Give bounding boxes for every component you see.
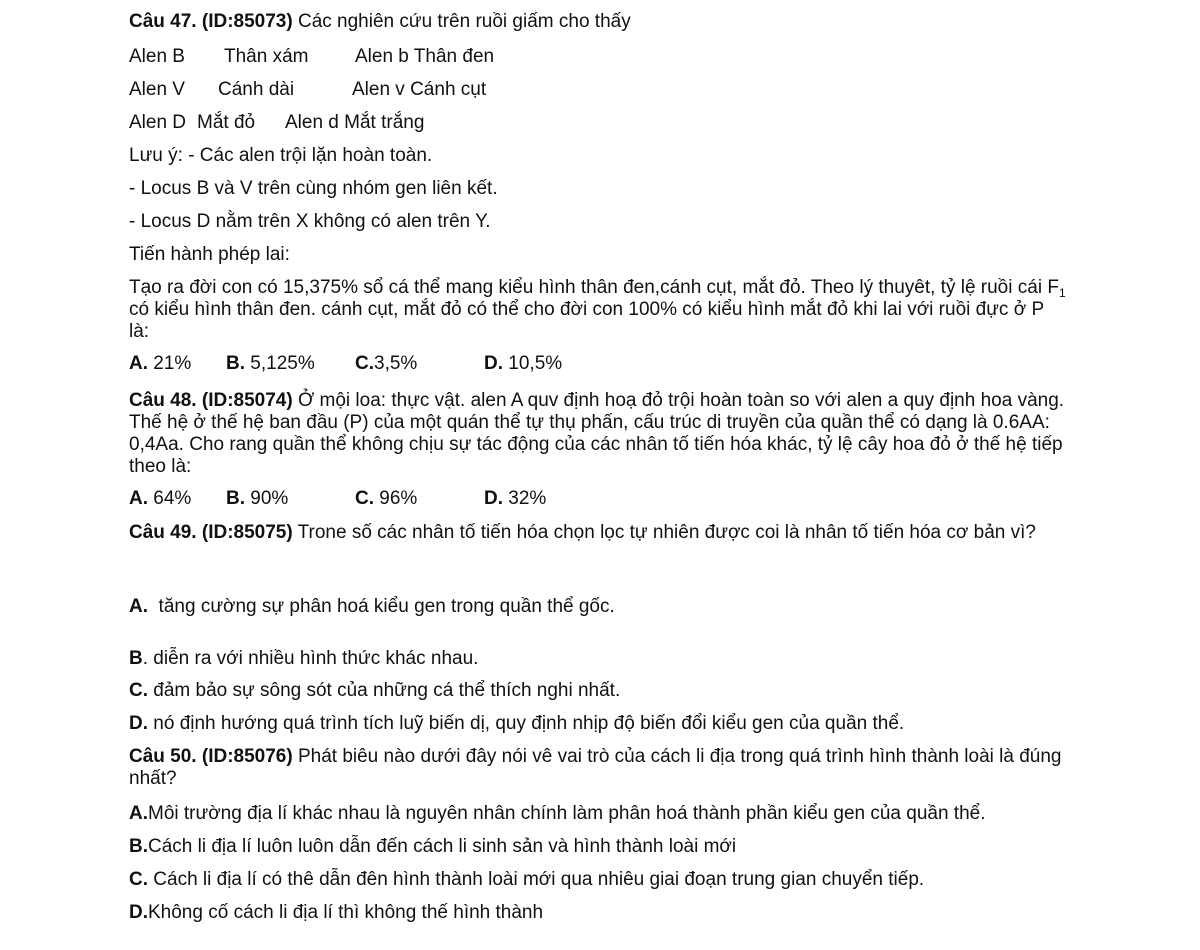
- option-key: D.: [129, 902, 148, 923]
- option-d: [484, 353, 562, 375]
- body-text: Tạo ra đời con có 15,375% sổ cá thể mang kiểu hình thân đen,cánh cụt, mắt đỏ. Theo lý thuyêt, tỷ lệ ruồi cái F: [129, 277, 1059, 298]
- option-c: [129, 680, 620, 702]
- question-50: [129, 746, 1069, 790]
- option-b: [226, 488, 288, 510]
- question-47-body: [129, 277, 1069, 343]
- option-a: [129, 488, 191, 510]
- option-key: C.: [355, 353, 374, 374]
- cross-label: Tiến hành phép lai:: [129, 244, 290, 265]
- option-key: D.: [484, 353, 503, 374]
- option-key: D.: [129, 713, 148, 734]
- question-49: [129, 522, 1069, 544]
- question-text: Các nghiên cứu trên ruồi giấm cho thấy: [292, 11, 631, 32]
- option-key: A.: [129, 353, 148, 374]
- option-b: [226, 353, 315, 375]
- allele-trait: Alen b Thân đen: [355, 46, 495, 67]
- option-key: A.: [129, 488, 148, 509]
- option-text: Cách li địa lí luôn luôn dẫn đến cách li sinh sản và hình thành loài mới: [148, 836, 737, 857]
- question-text: Trone số các nhân tố tiến hóa chọn lọc tự nhiên được coi là nhân tố tiến hóa cơ bản vì?: [292, 522, 1036, 543]
- option-b: [129, 648, 478, 670]
- option-key: C.: [129, 680, 148, 701]
- allele-trait: Thân xám: [224, 46, 309, 67]
- option-text: 10,5%: [503, 353, 563, 374]
- option-text: 90%: [245, 488, 289, 509]
- option-text: 5,125%: [245, 353, 315, 374]
- option-key: A.: [129, 803, 148, 824]
- question-label: Câu 47. (ID:85073): [129, 11, 293, 32]
- option-text: Cách li địa lí có thê dẫn đên hình thành loài mới qua nhiêu giai đoạn trung gian chuyển tiếp.: [148, 869, 925, 890]
- question-text: Ở mội loa: thực vật. alen A quv định hoạ đỏ trội hoàn toàn so với alen a quy định hoa vàng. Thế hệ ở thế hệ ban đầu (P) của một quán thể tự thụ phấn, cấu trúc di truyền của quần thể có dạng là 0.6AA: 0,4Aa. Cho rang quần thể không chịu sự tác động của các nhân tố tiến hóa khác, tỷ lệ cây hoa đỏ ở thế hệ tiếp theo là:: [129, 390, 1065, 477]
- option-text: Môi trường địa lí khác nhau là nguyên nhân chính làm phân hoá thành phần kiểu gen của quần thể.: [148, 803, 986, 824]
- option-text: 32%: [503, 488, 547, 509]
- question-label: Câu 49. (ID:85075): [129, 522, 293, 543]
- option-text: . diễn ra với nhiều hình thức khác nhau.: [142, 648, 479, 669]
- question-47-title: [129, 11, 631, 33]
- option-text: 64%: [148, 488, 192, 509]
- option-a: [129, 596, 615, 618]
- option-key: B: [129, 648, 143, 669]
- subscript: 1: [1058, 286, 1066, 300]
- option-d: [484, 488, 546, 510]
- option-d: [129, 713, 904, 735]
- option-c: [355, 353, 417, 375]
- question-text: Phát biêu nào dưới đây nói vê vai trò của cách li địa trong quá trình hình thành loài là đúng nhất?: [129, 746, 1062, 789]
- option-text: 3,5%: [374, 353, 418, 374]
- option-a: [129, 803, 986, 825]
- allele-name: Alen B: [129, 46, 185, 67]
- body-text: có kiểu hình thân đen. cánh cụt, mắt đỏ có thể cho đời con 100% có kiểu hình mắt đỏ khi lai với ruồi đực ở P là:: [129, 299, 1044, 342]
- question-label: Câu 48. (ID:85074): [129, 390, 293, 411]
- note-line: Lưu ý: - Các alen trội lặn hoàn toàn.: [129, 145, 433, 166]
- note-line: - Locus D nằm trên X không có alen trên Y.: [129, 211, 491, 232]
- option-text: nó định hướng quá trình tích luỹ biến dị, quy định nhịp độ biến đổi kiểu gen của quần thể.: [148, 713, 905, 734]
- question-label: Câu 50. (ID:85076): [129, 746, 293, 767]
- option-text: 96%: [374, 488, 418, 509]
- allele-name: Alen V: [129, 79, 185, 100]
- question-48: [129, 390, 1069, 478]
- note-line: - Locus B và V trên cùng nhóm gen liên kết.: [129, 178, 498, 199]
- allele-name: Alen D: [129, 112, 187, 133]
- option-d: [129, 902, 543, 924]
- allele-trait: Alen d Mắt trắng: [285, 112, 425, 133]
- option-key: C.: [129, 869, 148, 890]
- option-c: [355, 488, 417, 510]
- allele-trait: Alen v Cánh cụt: [352, 79, 487, 100]
- allele-trait: Mắt đỏ: [197, 112, 256, 133]
- option-key: B.: [226, 353, 245, 374]
- option-text: 21%: [148, 353, 192, 374]
- option-key: B.: [129, 836, 148, 857]
- option-c: [129, 869, 924, 891]
- option-text: tăng cường sự phân hoá kiểu gen trong quần thể gốc.: [148, 596, 615, 617]
- option-b: [129, 836, 736, 858]
- option-key: D.: [484, 488, 503, 509]
- option-text: đảm bảo sự sông sót của những cá thể thích nghi nhất.: [148, 680, 621, 701]
- allele-trait: Cánh dài: [218, 79, 295, 100]
- option-text: Không cố cách li địa lí thì không thế hình thành: [148, 902, 544, 923]
- option-key: A.: [129, 596, 148, 617]
- option-a: [129, 353, 191, 375]
- allele-row: [129, 46, 185, 68]
- option-key: B.: [226, 488, 245, 509]
- option-key: C.: [355, 488, 374, 509]
